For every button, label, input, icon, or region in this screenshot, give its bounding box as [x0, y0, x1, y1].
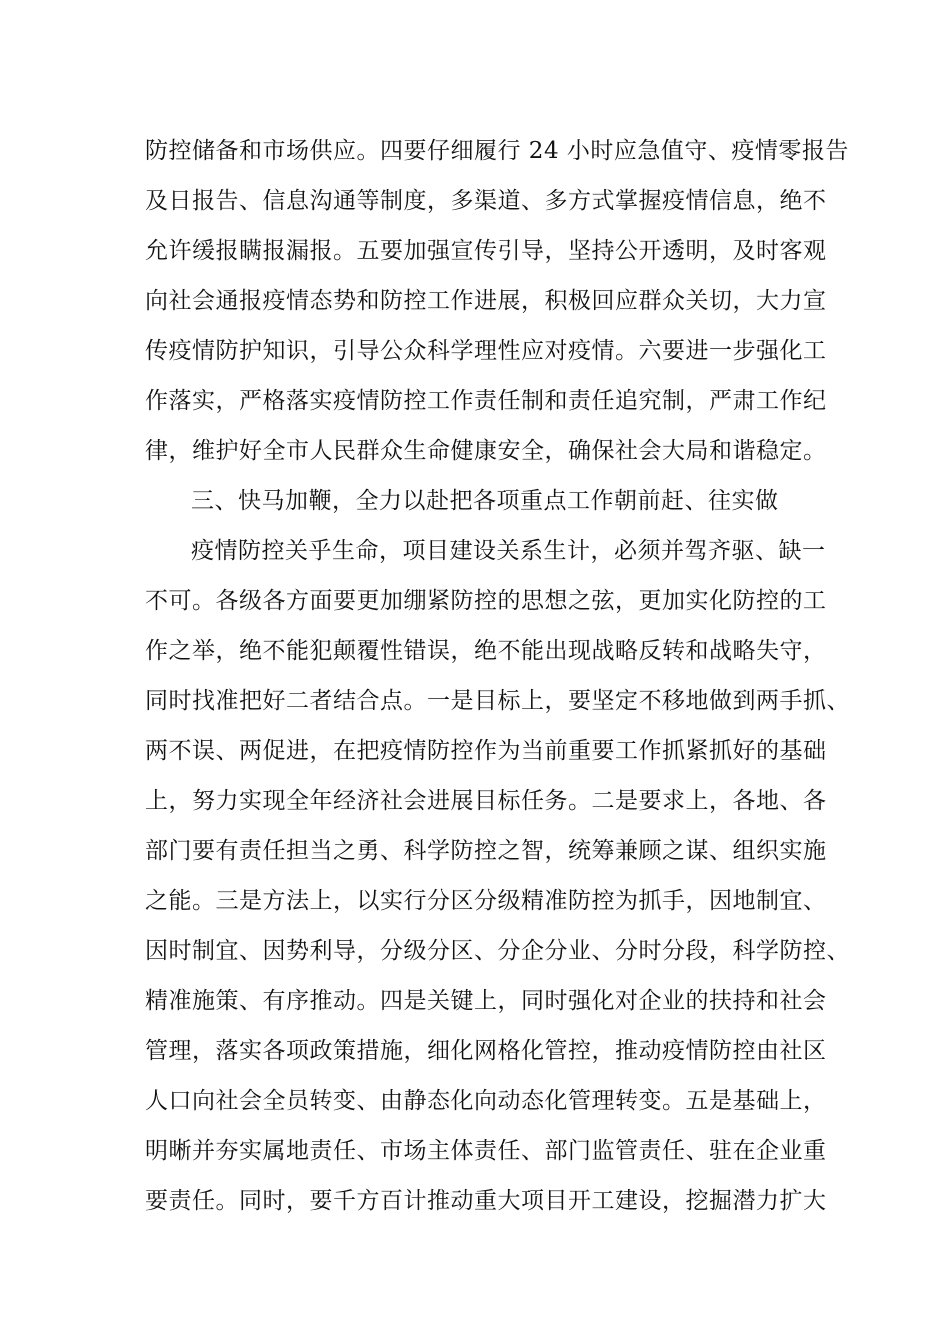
text-line: 向社会通报疫情态势和防控工作进展，积极回应群众关切，大力宣	[145, 288, 827, 314]
text-line: 管理，落实各项政策措施，细化网格化管控，推动疫情防控由社区	[145, 1038, 827, 1064]
text-line: 因时制宜、因势利导，分级分区、分企分业、分时分段，科学防控、	[145, 938, 850, 964]
text-line: 律，维护好全市人民群众生命健康安全，确保社会大局和谐稳定。	[145, 438, 827, 464]
text-line: 部门要有责任担当之勇、科学防控之智，统筹兼顾之谋、组织实施	[145, 838, 827, 864]
text-line: 允许缓报瞒报漏报。五要加强宣传引导，坚持公开透明，及时客观	[145, 238, 827, 264]
text-line: 作落实，严格落实疫情防控工作责任制和责任追究制，严肃工作纪	[145, 388, 827, 414]
text-line: 作之举，绝不能犯颠覆性错误，绝不能出现战略反转和战略失守，	[145, 638, 827, 664]
text-line: 精准施策、有序推动。四是关键上，同时强化对企业的扶持和社会	[145, 988, 827, 1014]
text-line: 明晰并夯实属地责任、市场主体责任、部门监管责任、驻在企业重	[145, 1138, 827, 1164]
paragraph-first-line: 疫情防控关乎生命，项目建设关系生计，必须并驾齐驱、缺一	[191, 538, 826, 564]
text-line: 传疫情防护知识，引导公众科学理性应对疫情。六要进一步强化工	[145, 338, 827, 364]
text-line: 不可。各级各方面要更加绷紧防控的思想之弦，更加实化防控的工	[145, 588, 827, 614]
text-line: 人口向社会全员转变、由静态化向动态化管理转变。五是基础上，	[145, 1088, 827, 1114]
text-line: 两不误、两促进，在把疫情防控作为当前重要工作抓紧抓好的基础	[145, 738, 827, 764]
text-line: 之能。三是方法上，以实行分区分级精准防控为抓手，因地制宜、	[145, 888, 827, 914]
text-line: 上，努力实现全年经济社会进展目标任务。二是要求上，各地、各	[145, 788, 827, 814]
text-line: 及日报告、信息沟通等制度，多渠道、多方式掌握疫情信息，绝不	[145, 188, 827, 214]
text-line: 同时找准把好二者结合点。一是目标上，要坚定不移地做到两手抓、	[145, 688, 850, 714]
text-line: 防控储备和市场供应。四要仔细履行 24 小时应急值守、疫情零报告	[145, 138, 849, 164]
section-heading: 三、快马加鞭，全力以赴把各项重点工作朝前赶、往实做	[191, 488, 779, 514]
text-line: 要责任。同时，要千方百计推动重大项目开工建设，挖掘潜力扩大	[145, 1188, 827, 1214]
